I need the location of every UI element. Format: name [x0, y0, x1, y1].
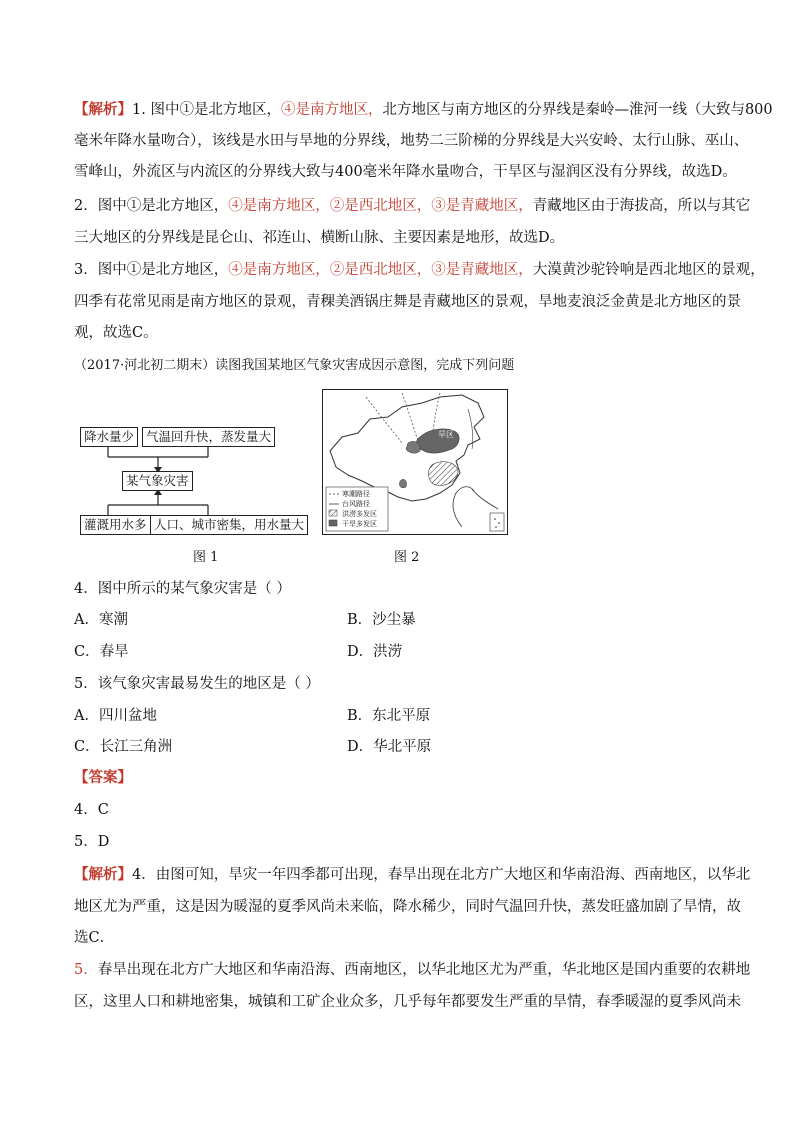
analysis-1-text-a: 1. 图中①是北方地区，: [132, 102, 281, 118]
analysis-1-line-2: 毫米年降水量吻合），该线是水田与旱地的分界线，地势二三阶梯的分界线是大兴安岭、太行山脉、巫山、: [74, 133, 749, 149]
question-source-line: （2017·河北初二期末）读图我国某地区气象灾害成因示意图，完成下列问题: [74, 358, 515, 373]
figure-1-caption: 图 1: [193, 550, 219, 565]
analysis-5-line-1: [74, 960, 750, 980]
answer-tag: 【答案】: [74, 769, 132, 786]
drought-area-2: [406, 441, 420, 453]
question-5-stem: 5．该气象灾害最易发生的地区是（ ）: [74, 676, 320, 692]
analysis-4-text: 4．由图可知，旱灾一年四季都可出现，春旱出现在北方广大地区和华南沿海、西南地区，以华北: [132, 867, 751, 883]
figure-2-caption: 图 2: [394, 550, 420, 565]
analysis-2-line-2: 三大地区的分界线是昆仑山、祁连山、横断山脉、主要因素是地形，故选D。: [74, 230, 565, 246]
analysis-3-text-c: 大漠黄沙驼铃响是西北地区的景观，: [532, 262, 765, 278]
q5-option-a: A．四川盆地: [74, 708, 157, 724]
figure-1-diagram: [80, 427, 312, 539]
q5-option-c: C．长江三角洲: [74, 739, 173, 755]
analysis-2-text-red: ④是南方地区，②是西北地区，③是青藏地区，: [228, 198, 533, 214]
q4-option-d: D．洪涝: [347, 644, 403, 660]
analysis-2-text-c: 青藏地区由于海拔高，所以与其它: [532, 198, 751, 214]
analysis-2-line-1: [74, 196, 750, 216]
analysis-3-line-3: 观，故选C。: [74, 325, 158, 341]
box-less-precipitation: 降水量少: [80, 427, 138, 447]
analysis-3-line-2: 四季有花常见雨是南方地区的景观，青稞美酒锅庄舞是青藏地区的景观，旱地麦浪泛金黄是北方地区的景: [74, 294, 741, 310]
analysis-4-line-2: 地区尤为严重，这是因为暖湿的夏季风尚未来临，降水稀少，同时气温回升快，蒸发旺盛加剧了旱情，故: [74, 899, 741, 915]
q4-option-a: A．寒潮: [74, 612, 128, 628]
analysis-5-number: 5．: [74, 962, 98, 978]
analysis-2-text-a: 2．图中①是北方地区，: [74, 198, 229, 214]
figure-2-map: [322, 389, 508, 535]
analysis-3-text-a: 3．图中①是北方地区，: [74, 262, 229, 278]
drought-area-3: [399, 479, 406, 487]
analysis-3-text-red: ④是南方地区，②是西北地区，③是青藏地区，: [228, 262, 533, 278]
box-temperature-evaporation: 气温回升快，蒸发量大: [142, 427, 275, 447]
answer-5: 5．D: [74, 834, 110, 850]
analysis-5-text: 春旱出现在北方广大地区和华南沿海、西南地区，以华北地区尤为严重，华北地区是国内重要的农耕地: [97, 962, 751, 978]
box-irrigation-water: 灌溉用水多: [80, 515, 151, 535]
map-legend: [342, 489, 377, 529]
analysis-1-line-3: 雪峰山，外流区与内流区的分界线大致与400毫米年降水量吻合，干旱区与湿润区没有分界线，故选D。: [74, 164, 737, 180]
legend-typhoon: 台风路径: [342, 500, 370, 508]
box-weather-disaster: 某气象灾害: [122, 471, 193, 491]
answer-4: 4．C: [74, 802, 109, 818]
q4-option-c: C．春旱: [74, 644, 129, 660]
q4-option-b: B．沙尘暴: [347, 612, 416, 628]
legend-cold-wave: 寒潮路径: [342, 490, 370, 498]
analysis-tag: 【解析】: [74, 101, 132, 118]
analysis-5-line-2: 区，这里人口和耕地密集，城镇和工矿企业众多，几乎每年都要发生严重的旱情，春季暖湿的夏季风尚未: [74, 994, 741, 1010]
legend-flood: 洪涝多发区: [342, 510, 377, 518]
map-region-label: 旱区: [438, 430, 454, 439]
question-4-stem: 4．图中所示的某气象灾害是（ ）: [74, 581, 291, 597]
analysis-3-line-1: [74, 260, 765, 280]
analysis-tag-2: 【解析】: [74, 866, 132, 883]
analysis-1-text-c: 北方地区与南方地区的分界线是秦岭—淮河一线（大致与800: [382, 102, 773, 118]
analysis-1-text-red: ④是南方地区，: [280, 102, 383, 118]
analysis-4-line-1: [74, 865, 750, 885]
analysis-1-line-1: [74, 100, 773, 120]
legend-drought: 干旱多发区: [342, 520, 377, 528]
box-population-water-use: 人口、城市密集，用水量大: [150, 515, 308, 535]
analysis-4-line-3: 选C．: [74, 930, 115, 946]
q5-option-d: D．华北平原: [347, 739, 432, 755]
q5-option-b: B．东北平原: [347, 708, 431, 724]
